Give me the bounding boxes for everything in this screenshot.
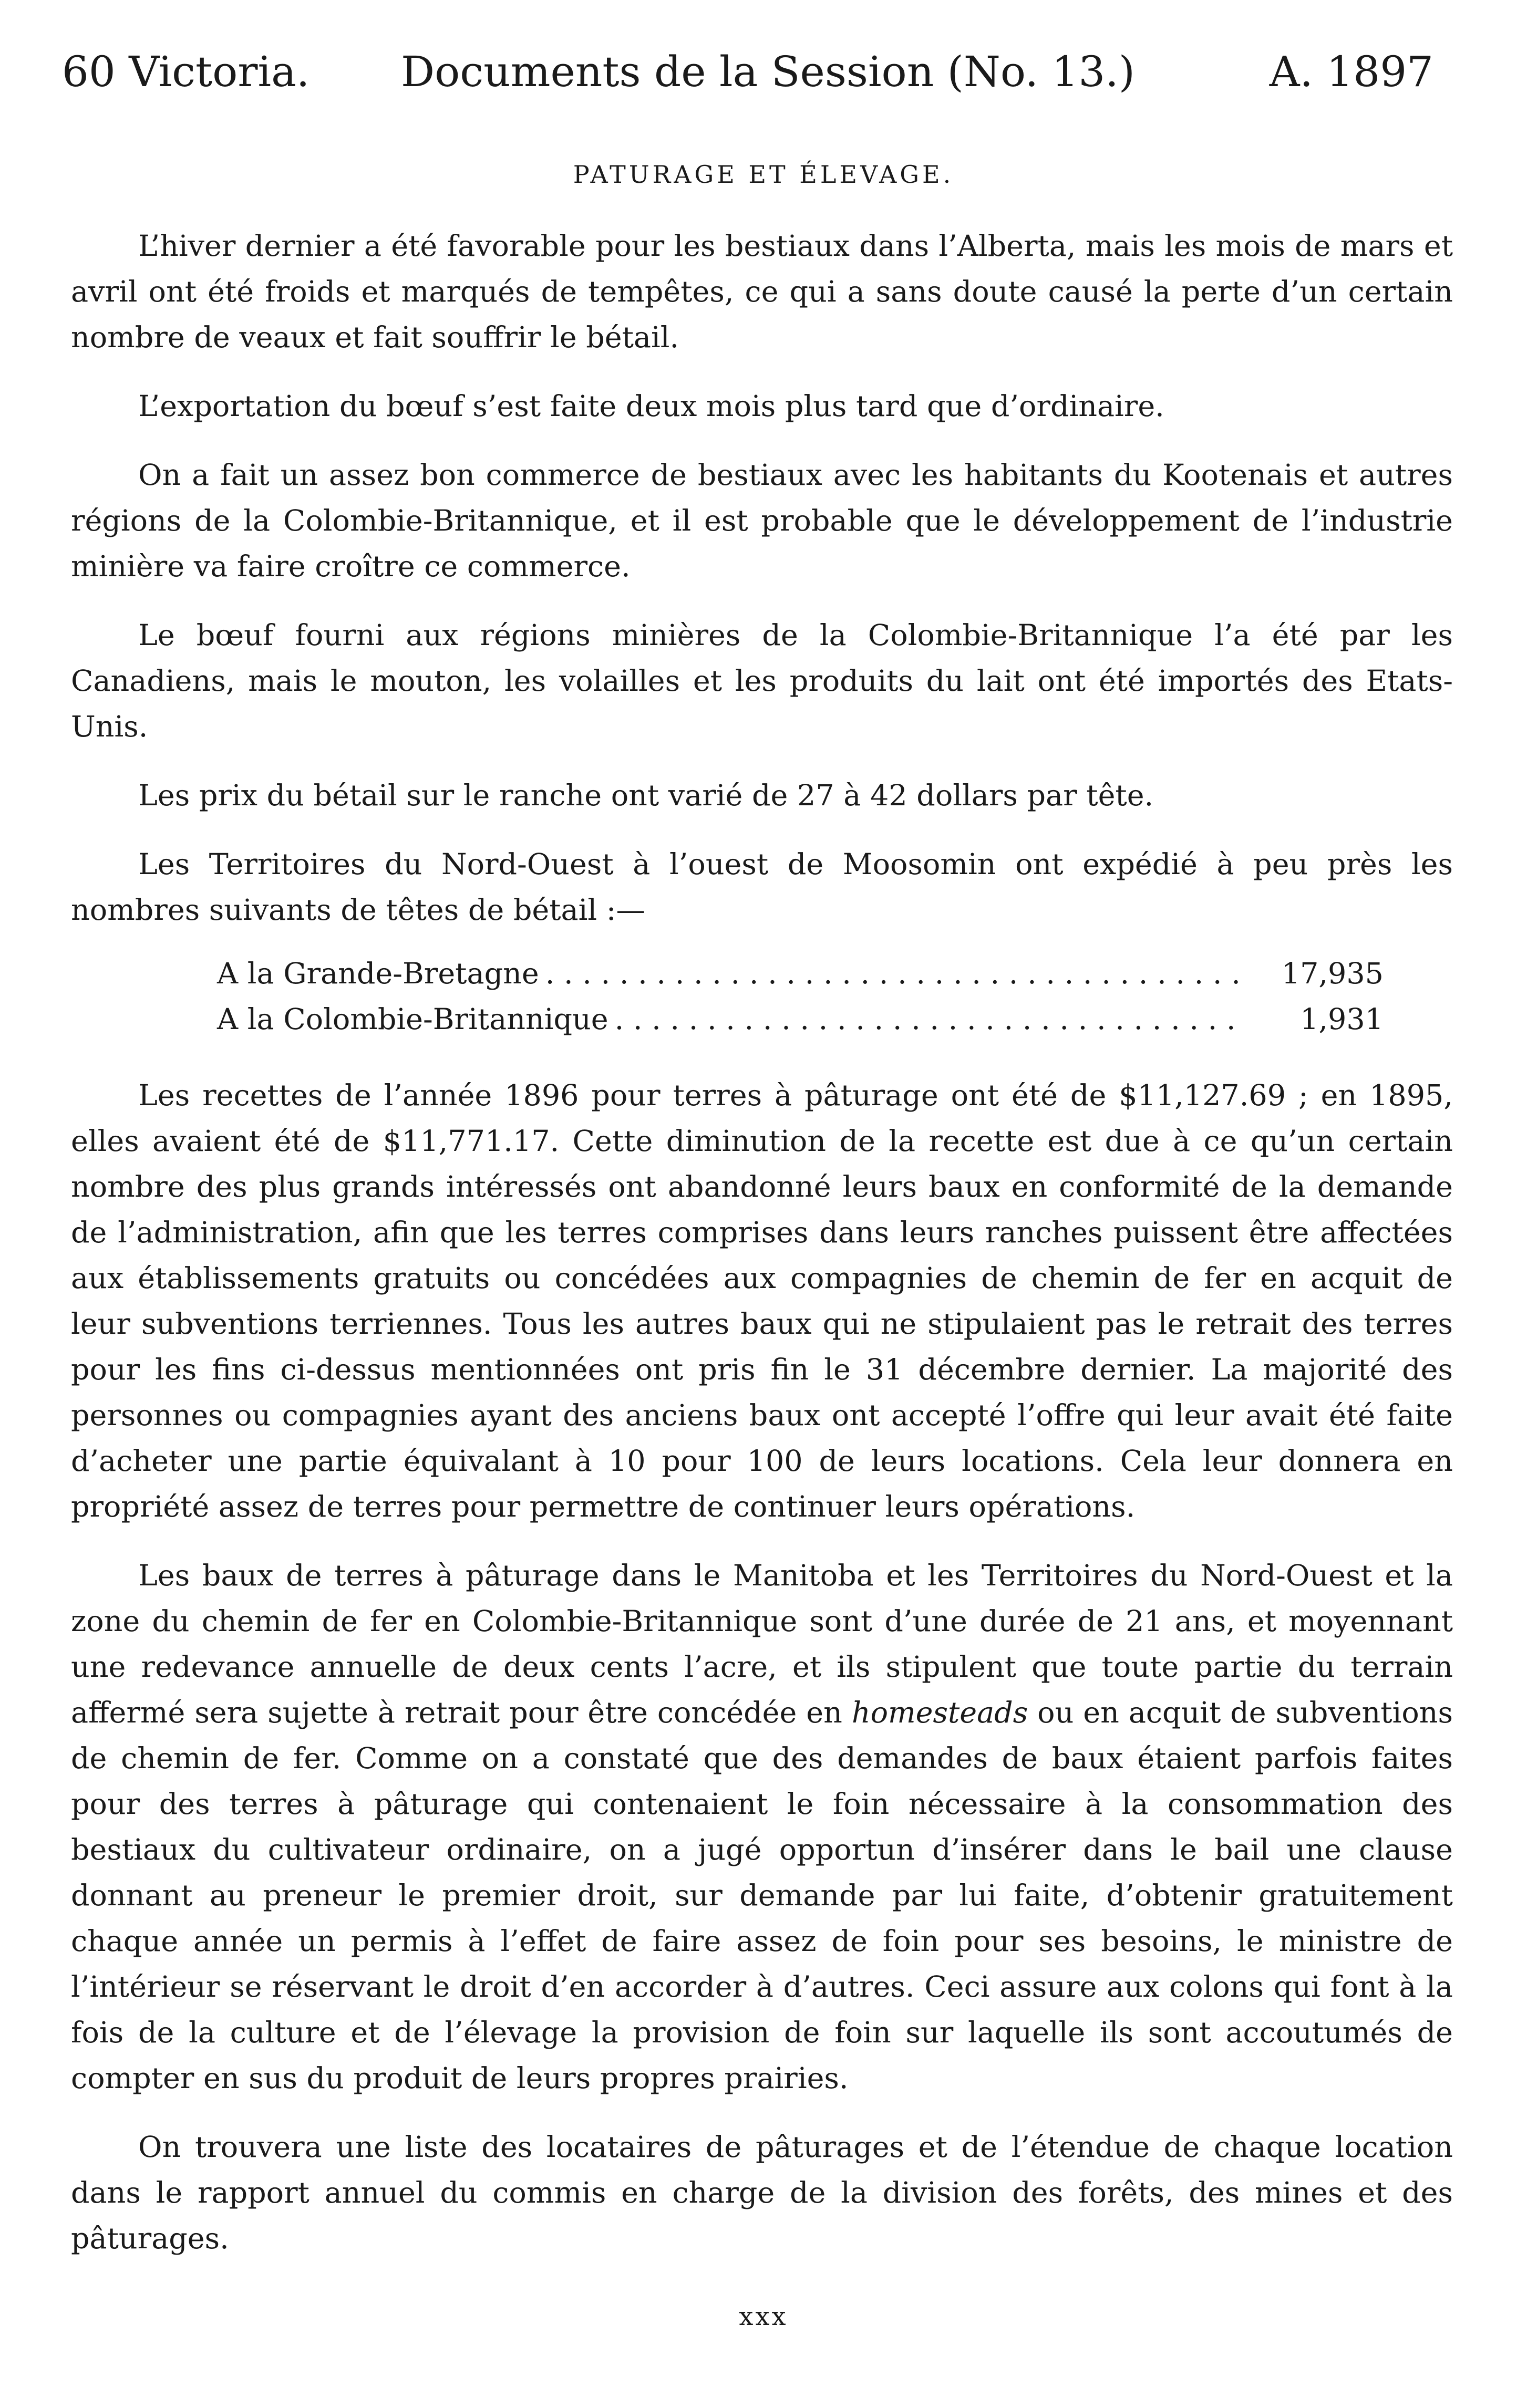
list-item bbox=[217, 997, 1384, 1042]
shipment-destination: A la Colombie-Britannique bbox=[217, 1002, 608, 1036]
paragraph-shipments-intro: Les Territoires du Nord-Ouest à l’ouest de Moosomin ont expédié à peu près les nombres suivants de têtes de bétail :— bbox=[71, 847, 1453, 927]
list-item bbox=[217, 951, 1384, 997]
section-heading: PATURAGE ET ÉLEVAGE. bbox=[573, 160, 954, 189]
leases-text-end: ou en acquit de subventions de chemin de fer. Comme on a constaté que des demandes de baux étaient parfois faites pour des terres à pâturage qui contenaient le foin nécessaire à la consommation des bestiaux du cultivateur ordinaire, on a jugé opportun d’insérer dans le bail une clause donnant au preneur le premier droit, sur demande par lui faite, d’obtenir gratuitement chaque année un permis à l’effet de faire assez de foin pour ses besoins, le ministre de l’intérieur se réservant le droit d’en accorder à d’autres. Ceci assure aux colons qui font à la fois de la culture et de l’élevage la provision de foin sur laquelle ils sont accoutumés de compter en sus du produit de leurs propres prairies. bbox=[71, 1696, 1453, 2095]
paragraph-winter: L’hiver dernier a été favorable pour les bestiaux dans l’Alberta, mais les mois de mars et avril ont été froids et marqués de tempêtes, ce qui a sans doute causé la perte d’un certain nombre de veaux et fait souffrir le bétail. bbox=[71, 229, 1453, 355]
header-year: A. 1897 bbox=[1269, 47, 1433, 96]
shipment-destination: A la Grande-Bretagne bbox=[217, 957, 539, 991]
shipments-list bbox=[71, 951, 1453, 1042]
dot-leader bbox=[545, 951, 1241, 997]
header-volume: 60 Victoria. bbox=[62, 47, 310, 96]
shipment-count: 17,935 bbox=[1281, 957, 1384, 991]
paragraph-annual-report: On trouvera une liste des locataires de pâturages et de l’étendue de chaque location dans le rapport annuel du commis en charge de la division des forêts, des mines et des pâturages. bbox=[71, 2130, 1453, 2256]
dot-leader bbox=[615, 997, 1241, 1042]
paragraph-export: L’exportation du bœuf s’est faite deux mois plus tard que d’ordinaire. bbox=[138, 389, 1164, 423]
header-title: Documents de la Session (No. 13.) bbox=[401, 47, 1135, 96]
body-text bbox=[71, 223, 1453, 2261]
page-number: xxx bbox=[739, 2302, 788, 2331]
paragraph-mining-regions: Le bœuf fourni aux régions minières de la Colombie-Britannique l’a été par les Canadiens, mais le mouton, les volailles et les produits du lait ont été importés des Etats-Unis. bbox=[71, 618, 1453, 744]
homesteads-term: homesteads bbox=[851, 1696, 1028, 1730]
running-header bbox=[62, 43, 1465, 101]
paragraph-leases bbox=[71, 1553, 1453, 2101]
paragraph-kootenais-trade: On a fait un assez bon commerce de bestiaux avec les habitants du Kootenais et autres régions de la Colombie-Britannique, et il est probable que le développement de l’industrie minière va faire croître ce commerce. bbox=[71, 458, 1453, 584]
paragraph-receipts: Les recettes de l’année 1896 pour terres à pâturage ont été de $11,127.69 ; en 1895, elles avaient été de $11,771.17. Cette diminution de la recette est due à ce qu’un certain nombre des plus grands intéressés ont abandonné leurs baux en conformité de la demande de l’administration, afin que les terres comprises dans leurs ranches puissent être affectées aux établissements gratuits ou concédées aux compagnies de chemin de fer en acquit de leur subventions terriennes. Tous les autres baux qui ne stipulaient pas le retrait des terres pour les fins ci-dessus mentionnées ont pris fin le 31 décembre dernier. La majorité des personnes ou compagnies ayant des anciens baux ont accepté l’offre qui leur avait été faite d’acheter une partie équivalant à 10 pour 100 de leurs locations. Cela leur donnera en propriété assez de terres pour permettre de continuer leurs opérations. bbox=[71, 1078, 1453, 1524]
paragraph-prices: Les prix du bétail sur le ranche ont varié de 27 à 42 dollars par tête. bbox=[138, 779, 1154, 813]
shipment-count: 1,931 bbox=[1300, 1002, 1384, 1036]
leases-text-start: Les baux de terres à pâturage dans le Manitoba et les Territoires du Nord-Ouest et la zone du chemin de fer en Colombie-Britannique sont d’une durée de 21 ans, et moyennant une redevance annuelle de deux cents l’acre, et ils stipulent que toute partie du terrain affermé sera sujette à retrait pour être concédée en bbox=[71, 1559, 1453, 1730]
